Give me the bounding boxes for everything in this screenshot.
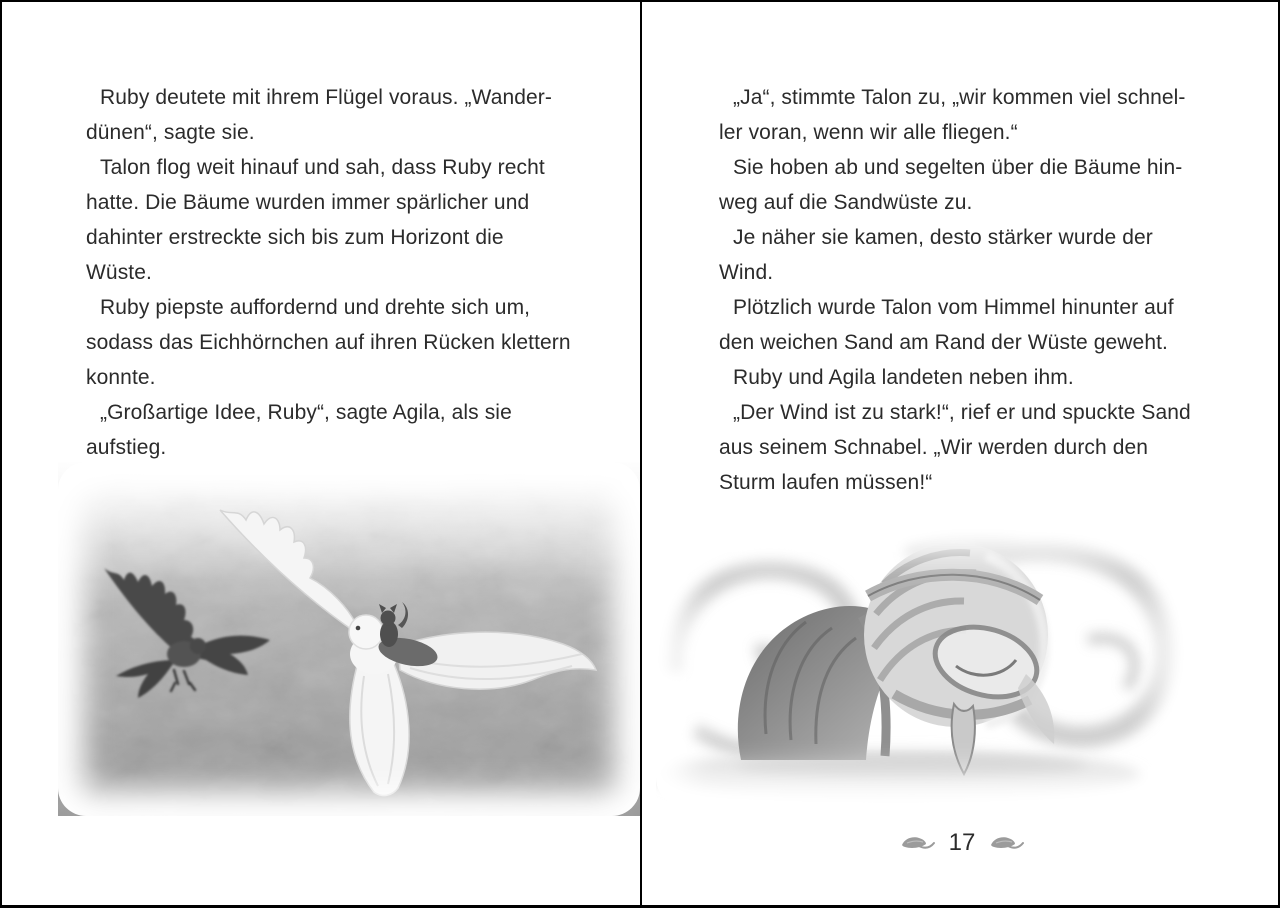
left-page-text: [86, 80, 638, 465]
text-line: ler voran, wenn wir alle fliegen.“: [719, 121, 1018, 144]
text-line: Ruby und Agila landeten neben ihm.: [733, 366, 1074, 389]
birds-flying-illustration-svg: [58, 462, 640, 816]
falcon-sandstorm-illustration-svg: [656, 522, 1190, 806]
text-line: Ruby deutete mit ihrem Flügel voraus. „Wander-: [100, 86, 552, 109]
text-line: aufstieg.: [86, 436, 167, 459]
illustration-falcon-sandstorm: [656, 522, 1190, 806]
text-line: den weichen Sand am Rand der Wüste geweht.: [719, 331, 1168, 354]
text-line: Wind.: [719, 261, 774, 284]
text-line: Talon flog weit hinauf und sah, dass Ruby recht: [100, 156, 545, 179]
text-line: Sie hoben ab und segelten über die Bäume hin-: [733, 156, 1183, 179]
text-line: sodass das Eichhörnchen auf ihren Rücken klettern: [86, 331, 571, 354]
leaf-icon: [988, 834, 1025, 852]
text-line: konnte.: [86, 366, 156, 389]
leaf-icon: [899, 834, 936, 852]
text-line: dünen“, sagte sie.: [86, 121, 255, 144]
text-line: „Großartige Idee, Ruby“, sagte Agila, als sie: [100, 401, 512, 424]
text-line: „Der Wind ist zu stark!“, rief er und spuckte Sand: [733, 401, 1191, 424]
text-line: Wüste.: [86, 261, 152, 284]
text-line: weg auf die Sandwüste zu.: [719, 191, 973, 214]
text-line: Je näher sie kamen, desto stärker wurde der: [733, 226, 1153, 249]
text-line: Plötzlich wurde Talon vom Himmel hinunter auf: [733, 296, 1174, 319]
right-page-text: [719, 80, 1275, 500]
left-page: [2, 2, 640, 908]
text-line: Ruby piepste auffordernd und drehte sich um,: [100, 296, 531, 319]
text-line: hatte. Die Bäume wurden immer spärlicher und: [86, 191, 530, 214]
page-number: 17: [948, 829, 976, 856]
text-line: dahinter erstreckte sich bis zum Horizont die: [86, 226, 504, 249]
illustration-birds-flying: [58, 462, 640, 816]
page-footer: [642, 824, 1280, 862]
text-line: Sturm laufen müssen!“: [719, 471, 933, 494]
right-page: [642, 2, 1280, 908]
text-line: „Ja“, stimmte Talon zu, „wir kommen viel schnel-: [733, 86, 1186, 109]
text-line: aus seinem Schnabel. „Wir werden durch den: [719, 436, 1149, 459]
